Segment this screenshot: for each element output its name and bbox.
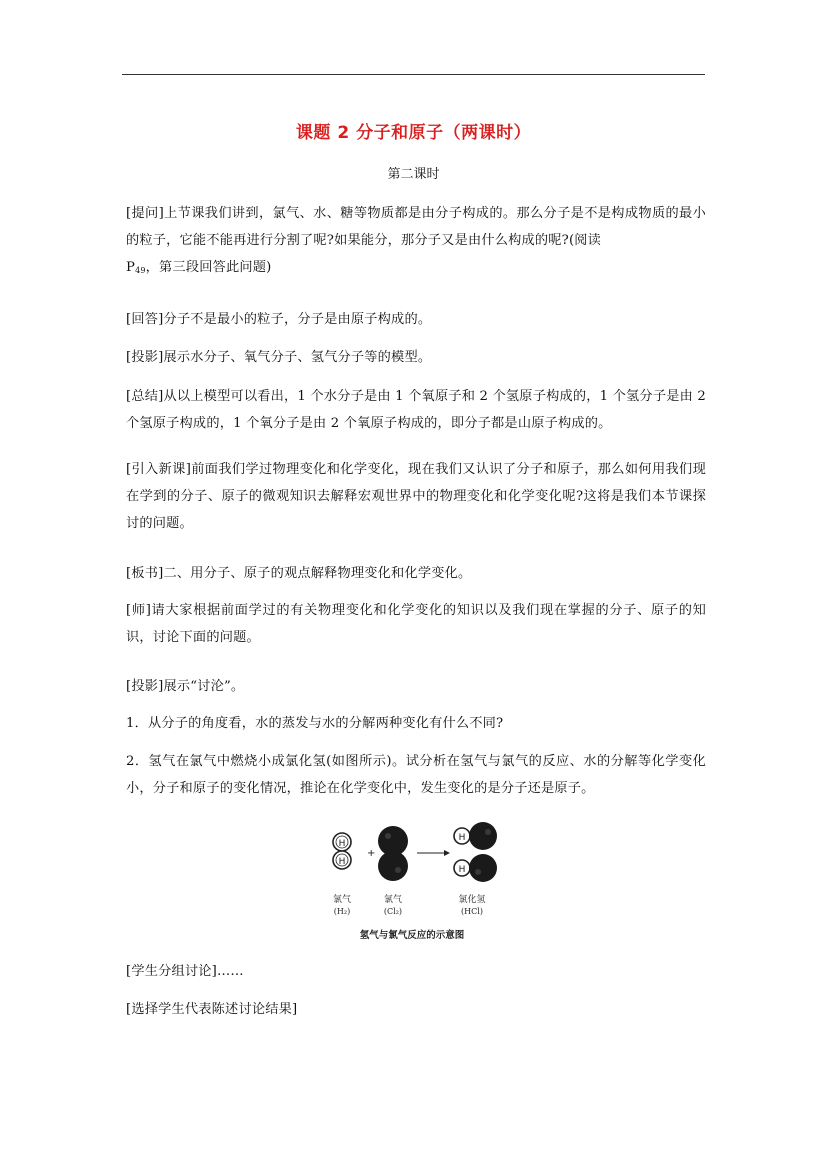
paragraph-teacher: [师]请大家根据前面学过的有关物理变化和化学变化的知识以及我们现在掌握的分子、原子的知识，讨论下面的问题。	[126, 603, 706, 645]
plus-sign: +	[367, 848, 376, 859]
hydrogen-atom-label: H	[458, 833, 466, 843]
cl2-molecule	[378, 826, 408, 881]
page-subtitle: 第二课时	[387, 167, 440, 182]
paragraph-group-discussion: [学生分组讨论]……	[126, 964, 244, 979]
paragraph-intro: [引入新课]前面我们学过物理变化和化学变化，现在我们又认识了分子和原子，那么如何用我们现在学到的分子、原子的微观知识去解释宏观世界中的物理变化和化学变化呢?这将是我们本节课探讨的问题。	[126, 462, 706, 531]
paragraph-summary: [总结]从以上模型可以看出，1 个水分子是由 1 个氧原子和 2 个氢原子构成的，1 个氢分子是由 2 个氢原子构成的，1 个氧分子是由 2 个氧原子构成的，即分子都是山原子构成的。	[126, 389, 706, 431]
chlorine-atom	[469, 854, 497, 882]
paragraph-board: [板书]二、用分子、原子的观点解释物理变化和化学变化。	[126, 566, 472, 581]
chlorine-atom	[469, 822, 497, 850]
label-hcl-name: 氯化氢	[458, 895, 486, 905]
paragraph-student-report: [选择学生代表陈述讨论结果]	[126, 1002, 298, 1017]
hydrogen-atom-label: H	[338, 857, 346, 867]
question-2: 2．氢气在氯气中燃烧小成氯化氢(如图所示)。试分析在氢气与氯气的反应、水的分解等化学变化小，分子和原子的变化情况，推论在化学变化中，发生变化的是分子还是原子。	[126, 754, 706, 796]
reaction-diagram	[322, 820, 502, 948]
paragraph-answer: [回答]分子不是最小的粒子，分子是由原子构成的。	[126, 312, 432, 327]
figure-caption: 氢气与氯气反应的示意图	[359, 930, 465, 941]
page-title: 课题 2 分子和原子（两课时）	[295, 123, 532, 143]
h2-molecule	[333, 833, 351, 869]
reaction-diagram-svg	[322, 820, 502, 948]
question-1: 1．从分子的角度看，水的蒸发与水的分解两种变化有什么不同?	[126, 716, 504, 731]
header-rule	[122, 74, 705, 75]
label-hcl-formula: (HCl)	[461, 907, 483, 916]
paragraph-projection-models: [投影]展示水分子、氧气分子、氢气分子等的模型。	[126, 350, 432, 365]
label-cl2-formula: (Cl₂)	[383, 907, 403, 916]
paragraph-question-text: [提问]上节课我们讲到，氯气、水、糖等物质都是由分子构成的。那么分子是不是构成物质的最小的粒子，它能不能再进行分割了呢?如果能分，那分子又是由什么构成的呢?(阅读	[126, 206, 706, 248]
chlorine-atom	[378, 851, 408, 881]
label-cl2-name: 氯气	[383, 895, 403, 905]
reaction-arrow	[417, 850, 450, 856]
page-ref: P49	[126, 260, 146, 275]
label-h2-name: 氯气	[332, 895, 352, 905]
hydrogen-atom-label: H	[458, 865, 466, 875]
paragraph-question-tail: ，第三段回答此问题)	[145, 260, 272, 275]
hydrogen-atom-label: H	[338, 839, 346, 849]
paragraph-question	[126, 200, 706, 284]
paragraph-projection-discussion: [投影]展示“讨沦”。	[126, 679, 245, 694]
label-h2-formula: (H₂)	[333, 907, 351, 916]
hcl-molecule-top	[454, 822, 497, 850]
hcl-molecule-bottom	[454, 854, 497, 882]
